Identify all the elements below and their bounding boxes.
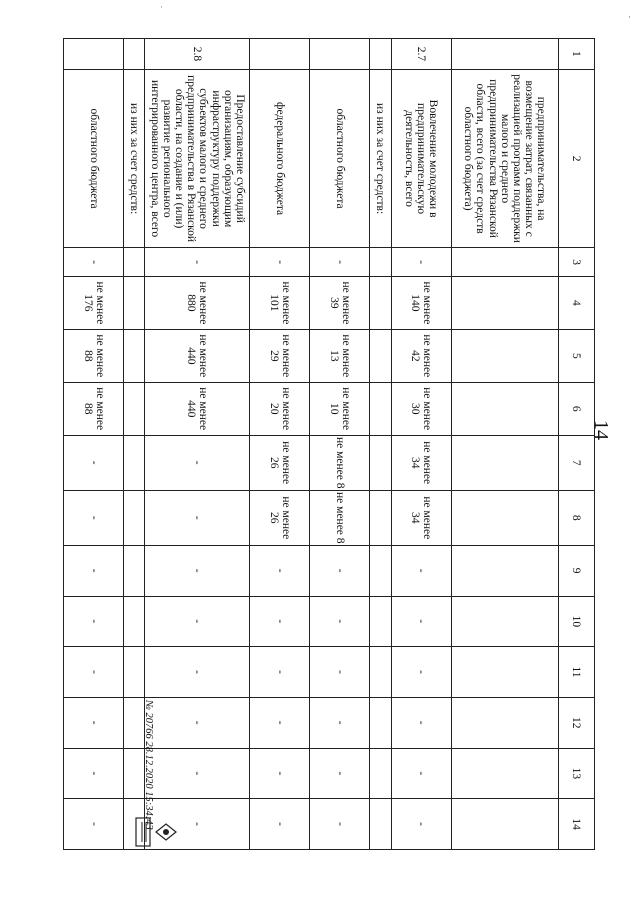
value-cell: не менее 176 [64, 276, 124, 329]
value-cell [370, 545, 391, 596]
value-cell [451, 697, 558, 748]
value-cell: - [310, 596, 370, 647]
value-cell: - [391, 748, 451, 799]
header-cell: 12 [558, 697, 594, 748]
value-cell: - [391, 248, 451, 277]
row-description-cell: из них за счет средств: [124, 69, 145, 248]
value-cell: не менее 440 [145, 382, 250, 435]
value-cell: - [64, 748, 124, 799]
row-number-cell [250, 39, 310, 70]
value-cell: не менее 88 [64, 329, 124, 382]
value-cell [370, 697, 391, 748]
table-row [391, 39, 451, 850]
header-row [558, 39, 594, 850]
value-cell: - [145, 697, 250, 748]
value-cell [124, 435, 145, 490]
value-cell: не менее 42 [391, 329, 451, 382]
value-cell: не менее 880 [145, 276, 250, 329]
value-cell: не менее 13 [310, 329, 370, 382]
value-cell: не менее 8 [310, 435, 370, 490]
row-description-cell: Предоставление субсидий организациям, образующим инфраструктуру поддержки субъектов малого и среднего предпринимательства в Рязанской области, на создание и (или) развитие регионального интегрированного центра, всего [145, 69, 250, 248]
row-description-cell: Вовлечение молодежи в предпринимательскую деятельность, всего [391, 69, 451, 248]
value-cell: не менее 34 [391, 490, 451, 545]
value-cell: - [250, 647, 310, 698]
value-cell [451, 490, 558, 545]
table-row [250, 39, 310, 850]
value-cell [451, 799, 558, 850]
stamp-logo-icon [132, 812, 180, 852]
value-cell: - [250, 748, 310, 799]
value-cell: не менее 140 [391, 276, 451, 329]
row-number-cell [64, 39, 124, 70]
table-row [145, 39, 250, 850]
value-cell [124, 697, 145, 748]
value-cell: - [391, 799, 451, 850]
value-cell: не менее 101 [250, 276, 310, 329]
value-cell: - [310, 799, 370, 850]
header-cell: 4 [558, 276, 594, 329]
value-cell [451, 596, 558, 647]
value-cell [451, 435, 558, 490]
table-row [451, 39, 558, 850]
scan-mark: · [628, 12, 631, 22]
value-cell: - [310, 697, 370, 748]
header-cell: 6 [558, 382, 594, 435]
value-cell: - [391, 596, 451, 647]
value-cell [370, 248, 391, 277]
header-cell: 13 [558, 748, 594, 799]
table-row [124, 39, 145, 850]
header-cell: 8 [558, 490, 594, 545]
value-cell [451, 647, 558, 698]
row-description-cell: из них за счет средств: [370, 69, 391, 248]
header-cell: 14 [558, 799, 594, 850]
value-cell: не менее 26 [250, 490, 310, 545]
value-cell: не менее 30 [391, 382, 451, 435]
value-cell [370, 435, 391, 490]
value-cell: не менее 88 [64, 382, 124, 435]
value-cell [451, 248, 558, 277]
value-cell: - [145, 545, 250, 596]
value-cell: не менее 34 [391, 435, 451, 490]
value-cell: - [64, 435, 124, 490]
row-description-cell: областного бюджета [310, 69, 370, 248]
scan-mark: · [160, 2, 163, 12]
value-cell [451, 329, 558, 382]
value-cell [370, 647, 391, 698]
value-cell: - [250, 799, 310, 850]
value-cell: не менее 440 [145, 329, 250, 382]
row-number-cell: 2.7 [391, 39, 451, 70]
value-cell [370, 799, 391, 850]
value-cell: - [64, 799, 124, 850]
value-cell [370, 596, 391, 647]
value-cell: - [391, 545, 451, 596]
value-cell: - [64, 596, 124, 647]
header-cell: 10 [558, 596, 594, 647]
header-cell: 7 [558, 435, 594, 490]
value-cell [124, 647, 145, 698]
value-cell [124, 276, 145, 329]
table-row [64, 39, 124, 850]
header-cell: 2 [558, 69, 594, 248]
value-cell: не менее 20 [250, 382, 310, 435]
value-cell: не менее 8 [310, 490, 370, 545]
value-cell: не менее 26 [250, 435, 310, 490]
value-cell: - [145, 799, 250, 850]
value-cell: - [64, 490, 124, 545]
value-cell: - [145, 248, 250, 277]
value-cell [124, 382, 145, 435]
value-cell [370, 382, 391, 435]
row-description-cell: предпринимательства, на возмещение затрат, связанных с реализацией программ поддержки малого и среднего предпринимательства Рязанской области, всего (за счет средств областного бюджета) [451, 69, 558, 248]
value-cell: не менее 29 [250, 329, 310, 382]
value-cell: - [145, 748, 250, 799]
value-cell [370, 490, 391, 545]
row-number-cell [310, 39, 370, 70]
value-cell: - [250, 697, 310, 748]
value-cell: - [64, 647, 124, 698]
value-cell [451, 748, 558, 799]
value-cell [370, 276, 391, 329]
row-number-cell [370, 39, 391, 70]
value-cell [370, 748, 391, 799]
row-number-cell [124, 39, 145, 70]
value-cell: - [310, 647, 370, 698]
value-cell: - [145, 647, 250, 698]
table-row [310, 39, 370, 850]
table-row [370, 39, 391, 850]
registry-stamp: № 20766 28.12.2020 15:34:43 [143, 700, 154, 830]
row-number-cell [451, 39, 558, 70]
row-description-cell: областного бюджета [64, 69, 124, 248]
table-body [64, 39, 559, 850]
header-cell: 3 [558, 248, 594, 277]
value-cell [451, 545, 558, 596]
value-cell: - [391, 697, 451, 748]
value-cell [124, 545, 145, 596]
header-cell: 11 [558, 647, 594, 698]
row-number-cell: 2.8 [145, 39, 250, 70]
value-cell: - [310, 748, 370, 799]
value-cell: - [145, 596, 250, 647]
value-cell: - [310, 248, 370, 277]
value-cell: - [64, 697, 124, 748]
value-cell: - [310, 545, 370, 596]
value-cell [451, 382, 558, 435]
value-cell: - [64, 545, 124, 596]
value-cell [451, 276, 558, 329]
value-cell: - [250, 248, 310, 277]
header-cell: 5 [558, 329, 594, 382]
header-cell: 9 [558, 545, 594, 596]
value-cell [124, 490, 145, 545]
header-cell: 1 [558, 39, 594, 70]
value-cell: - [250, 596, 310, 647]
value-cell: не менее 39 [310, 276, 370, 329]
value-cell [124, 248, 145, 277]
value-cell [124, 748, 145, 799]
value-cell: - [250, 545, 310, 596]
row-description-cell: федерального бюджета [250, 69, 310, 248]
value-cell: - [391, 647, 451, 698]
value-cell [124, 596, 145, 647]
value-cell: - [64, 248, 124, 277]
value-cell [370, 329, 391, 382]
value-cell: - [145, 490, 250, 545]
value-cell [124, 329, 145, 382]
page-number: 14 [590, 420, 612, 440]
value-cell: - [145, 435, 250, 490]
value-cell: не менее 10 [310, 382, 370, 435]
